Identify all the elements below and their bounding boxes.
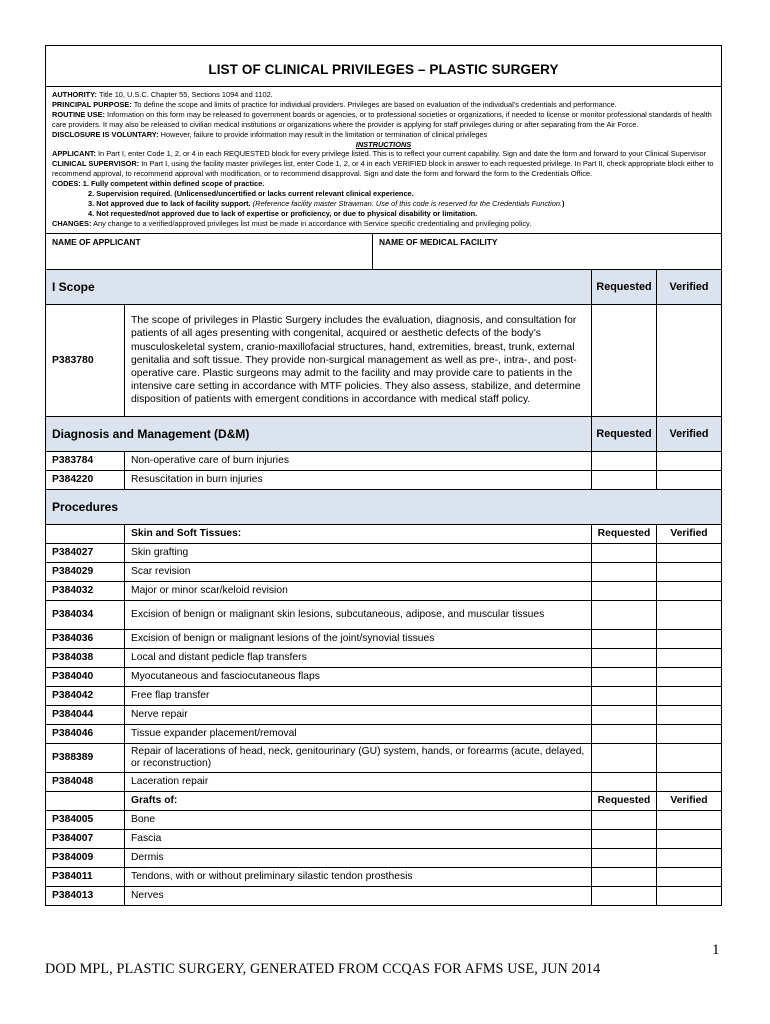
privilege-description: Excision of benign or malignant skin lesions, subcutaneous, adipose, and muscular tissues [125, 600, 592, 629]
subsection-heading: Skin and Soft Tissues: [125, 524, 592, 543]
verified-entry[interactable] [657, 667, 722, 686]
privilege-description: Myocutaneous and fasciocutaneous flaps [125, 667, 592, 686]
verified-entry[interactable] [657, 562, 722, 581]
privileges-form [45, 45, 722, 906]
requested-entry[interactable] [592, 886, 657, 905]
requested-entry[interactable] [592, 629, 657, 648]
verified-entry[interactable] [657, 867, 722, 886]
privilege-code: P384013 [46, 886, 125, 905]
requested-header: Requested [592, 269, 657, 304]
requested-entry[interactable] [592, 451, 657, 470]
requested-entry[interactable] [592, 810, 657, 829]
privilege-row [46, 686, 721, 705]
requested-entry[interactable] [592, 667, 657, 686]
privilege-code: P384046 [46, 724, 125, 743]
requested-header: Requested [592, 524, 657, 543]
scope-section [46, 269, 721, 304]
blank-code-cell [46, 524, 125, 543]
privilege-description: Bone [125, 810, 592, 829]
privilege-row [46, 543, 721, 562]
requested-entry[interactable] [592, 543, 657, 562]
requested-entry[interactable] [592, 648, 657, 667]
privilege-code: P384040 [46, 667, 125, 686]
privilege-description: Dermis [125, 848, 592, 867]
privilege-row [46, 810, 721, 829]
privilege-code: P384034 [46, 600, 125, 629]
privilege-row [46, 451, 721, 470]
privilege-row [46, 886, 721, 905]
grafts-subsection [46, 791, 721, 810]
requested-entry[interactable] [592, 867, 657, 886]
requested-entry[interactable] [592, 304, 657, 416]
privilege-code: P383780 [46, 304, 125, 416]
privilege-row [46, 743, 721, 772]
verified-entry[interactable] [657, 772, 722, 791]
privilege-row [46, 867, 721, 886]
verified-entry[interactable] [657, 648, 722, 667]
requested-entry[interactable] [592, 848, 657, 867]
privilege-row [46, 667, 721, 686]
privilege-code: P384011 [46, 867, 125, 886]
privilege-code: P384044 [46, 705, 125, 724]
privilege-code: P388389 [46, 743, 125, 772]
procedures-section [46, 489, 721, 524]
verified-header: Verified [657, 524, 722, 543]
privilege-description: Repair of lacerations of head, neck, genitourinary (GU) system, hands, or forearms (acute, delayed, or reconstruction) [125, 743, 592, 772]
privilege-description: Major or minor scar/keloid revision [125, 581, 592, 600]
form-title: LIST OF CLINICAL PRIVILEGES – PLASTIC SURGERY [208, 62, 559, 77]
privilege-code: P384042 [46, 686, 125, 705]
dm-section [46, 416, 721, 451]
section-heading: I Scope [46, 269, 592, 304]
requested-entry[interactable] [592, 829, 657, 848]
facility-name-field[interactable]: NAME OF MEDICAL FACILITY [379, 236, 498, 247]
verified-entry[interactable] [657, 686, 722, 705]
privilege-description: Free flap transfer [125, 686, 592, 705]
privilege-description: Nerve repair [125, 705, 592, 724]
requested-entry[interactable] [592, 705, 657, 724]
privilege-row [46, 705, 721, 724]
privilege-description: Fascia [125, 829, 592, 848]
privileges-table [46, 269, 721, 905]
privacy-instructions-block: AUTHORITY: Title 10, U.S.C. Chapter 55, Sections 1094 and 1102. PRINCIPAL PURPOSE: To define the scope and limits of practice for individual providers. Privileges are based on evaluation of the individual’s credentials and performance. ROUTINE USE: Information on this form may be released to government boards or agencies, or to professional societies or organizations, if needed to license or monitor professional standards of health care providers. It may also be released to civilian medical institutions or organizations where the provider is applying for staff privileges during or after separating from the Air Force. DISCLOSURE IS VOLUNTARY: However, failure to provide information may result in the limitation or termination of clinical privileges INSTRUCTIONS APPLICANT: In Part I, enter Code 1, 2, or 4 in each REQUESTED block for every privilege listed. This is to reflect your current capability. Sign and date the form and forward to your Clinical Supervisor CLINICAL SUPERVISOR: In Part I, using the facility master privileges list, enter Code 1, 2, or 4 in each VERIFIED block in answer to each requested privilege. In Part II, check appropriate block either to recommend approval, to recommend approval with modification, or to recommend disapproval. Sign and date the form and forward the form to the Credentials Office. CODES: 1. Fully competent within defined scope of practice. 2. Supervision required. (Unlicensed/uncertified or lacks current relevant clinical experience. 3. Not approved due to lack of facility support. (Reference facility master Strawman. Use of this code is reserved for the Credentials Function.) 4. Not requested/not approved due to lack of expertise or proficiency, or due to physical disability or limitation. CHANGES: Any change to a verified/approved privileges list must be made in accordance with Service specific credentialing and privileging policy. [46, 86, 721, 233]
verified-header: Verified [657, 791, 722, 810]
privilege-row [46, 581, 721, 600]
verified-entry[interactable] [657, 705, 722, 724]
privilege-row [46, 848, 721, 867]
privilege-code: P384029 [46, 562, 125, 581]
verified-entry[interactable] [657, 470, 722, 489]
verified-entry[interactable] [657, 829, 722, 848]
verified-entry[interactable] [657, 304, 722, 416]
privilege-code: P384220 [46, 470, 125, 489]
privilege-row [46, 772, 721, 791]
instructions-heading: INSTRUCTIONS [355, 139, 412, 149]
requested-entry[interactable] [592, 686, 657, 705]
verified-entry[interactable] [657, 743, 722, 772]
privilege-description: Nerves [125, 886, 592, 905]
privilege-description: Non-operative care of burn injuries [125, 451, 592, 470]
privilege-row [46, 629, 721, 648]
requested-entry[interactable] [592, 600, 657, 629]
privilege-code: P383784 [46, 451, 125, 470]
privilege-row [46, 470, 721, 489]
requested-entry[interactable] [592, 562, 657, 581]
privilege-code: P384005 [46, 810, 125, 829]
name-fields-row [46, 233, 721, 269]
privilege-code: P384027 [46, 543, 125, 562]
verified-header: Verified [657, 269, 722, 304]
verified-entry[interactable] [657, 724, 722, 743]
applicant-name-field[interactable]: NAME OF APPLICANT [46, 234, 373, 269]
verified-entry[interactable] [657, 629, 722, 648]
privilege-description: Local and distant pedicle flap transfers [125, 648, 592, 667]
page-footer: DOD MPL, PLASTIC SURGERY, GENERATED FROM CCQAS FOR AFMS USE, JUN 2014 [45, 961, 601, 977]
privilege-description: Scar revision [125, 562, 592, 581]
privilege-code: P384032 [46, 581, 125, 600]
skin-subsection [46, 524, 721, 543]
requested-entry[interactable] [592, 743, 657, 772]
scope-description: The scope of privileges in Plastic Surgery includes the evaluation, diagnosis, and consultation for patients of all ages presenting with congenital, acquired or aesthetic defects of the body’s musculoskeletal system, cranio-maxillofacial structures, hand, extremities, breast, trunk, external genitalia and soft tissue. They provide non-surgical management as well as pre-, intra-, and post-operative care. Plastic surgeons may admit to the facility and may provide care to patients in the intensive care setting in accordance with MTF policies. They also assess, stabilize, and determine disposition of patients with emergent conditions in accordance with medical staff policy. [125, 304, 592, 416]
requested-entry[interactable] [592, 581, 657, 600]
verified-entry[interactable] [657, 543, 722, 562]
requested-entry[interactable] [592, 470, 657, 489]
page-number: 1 [712, 942, 720, 958]
section-heading: Procedures [46, 489, 721, 524]
verified-entry[interactable] [657, 451, 722, 470]
verified-entry[interactable] [657, 600, 722, 629]
verified-entry[interactable] [657, 886, 722, 905]
privilege-description: Excision of benign or malignant lesions of the joint/synovial tissues [125, 629, 592, 648]
privilege-code: P384048 [46, 772, 125, 791]
subsection-heading: Grafts of: [125, 791, 592, 810]
verified-entry[interactable] [657, 581, 722, 600]
verified-header: Verified [657, 416, 722, 451]
verified-entry[interactable] [657, 848, 722, 867]
blank-code-cell [46, 791, 125, 810]
requested-entry[interactable] [592, 724, 657, 743]
privilege-description: Tissue expander placement/removal [125, 724, 592, 743]
privilege-code: P384007 [46, 829, 125, 848]
privilege-description: Resuscitation in burn injuries [125, 470, 592, 489]
privilege-code: P384038 [46, 648, 125, 667]
requested-header: Requested [592, 416, 657, 451]
scope-row [46, 304, 721, 416]
privilege-row [46, 562, 721, 581]
privilege-row [46, 600, 721, 629]
privilege-description: Skin grafting [125, 543, 592, 562]
verified-entry[interactable] [657, 810, 722, 829]
privilege-row [46, 829, 721, 848]
privilege-code: P384009 [46, 848, 125, 867]
requested-header: Requested [592, 791, 657, 810]
privilege-description: Laceration repair [125, 772, 592, 791]
privilege-row [46, 648, 721, 667]
privilege-description: Tendons, with or without preliminary silastic tendon prosthesis [125, 867, 592, 886]
privilege-row [46, 724, 721, 743]
requested-entry[interactable] [592, 772, 657, 791]
privilege-code: P384036 [46, 629, 125, 648]
section-heading: Diagnosis and Management (D&M) [46, 416, 592, 451]
